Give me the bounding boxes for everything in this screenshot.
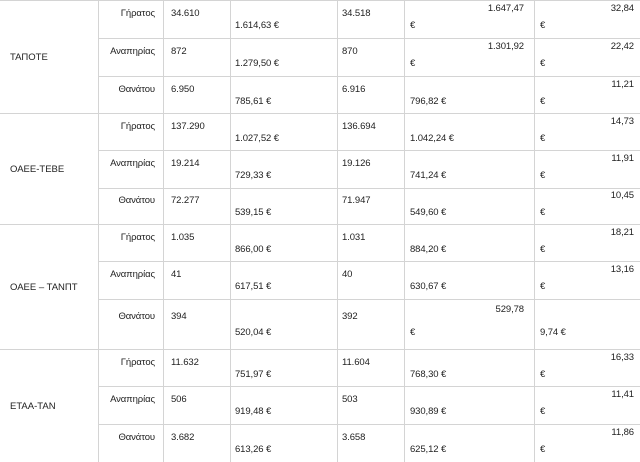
row-divider bbox=[98, 386, 640, 387]
cell-value: 741,24 € bbox=[410, 170, 447, 181]
group-name: ΕΤΑΑ-ΤΑΝ bbox=[10, 400, 56, 412]
cell-value: 796,82 € bbox=[410, 96, 447, 107]
cell-value: 6.916 bbox=[342, 84, 366, 95]
cell-value: € bbox=[410, 58, 416, 69]
cell-value: 19.126 bbox=[342, 158, 371, 169]
row-type-label: Αναπηρίας bbox=[110, 394, 155, 405]
cell-value: 866,00 € bbox=[235, 244, 272, 255]
cell-value: 1.614,63 € bbox=[235, 20, 279, 31]
cell-value: 19.214 bbox=[171, 158, 200, 169]
cell-value: 34.518 bbox=[342, 8, 371, 19]
row-type-label: Αναπηρίας bbox=[110, 158, 155, 169]
row-type-label: Θανάτου bbox=[118, 84, 155, 95]
cell-value: 1.647,47 bbox=[487, 3, 524, 14]
cell-value: 41 bbox=[171, 269, 182, 280]
cell-value: 529,78 bbox=[495, 304, 524, 315]
row-type-label: Αναπηρίας bbox=[110, 46, 155, 57]
cell-value: 9,74 € bbox=[540, 327, 566, 338]
cell-value: 18,21 bbox=[610, 227, 634, 238]
cell-value: € bbox=[410, 20, 416, 31]
cell-value: € bbox=[540, 281, 546, 292]
column-divider bbox=[337, 0, 338, 462]
cell-value: € bbox=[540, 444, 546, 455]
cell-value: € bbox=[540, 96, 546, 107]
group-name: ΤΑΠΟΤΕ bbox=[10, 51, 48, 63]
row-type-label: Θανάτου bbox=[118, 432, 155, 443]
row-type-label: Γήρατος bbox=[120, 232, 155, 243]
cell-value: 884,20 € bbox=[410, 244, 447, 255]
row-divider bbox=[98, 150, 640, 151]
row-type-label: Γήρατος bbox=[120, 121, 155, 132]
row-type-label: Θανάτου bbox=[118, 311, 155, 322]
group-divider bbox=[0, 113, 640, 114]
cell-value: 539,15 € bbox=[235, 207, 272, 218]
cell-value: 1.031 bbox=[342, 232, 366, 243]
cell-value: 613,26 € bbox=[235, 444, 272, 455]
cell-value: 394 bbox=[171, 311, 187, 322]
cell-value: 22,42 bbox=[610, 41, 634, 52]
cell-value: 11.604 bbox=[342, 357, 370, 368]
cell-value: € bbox=[540, 406, 546, 417]
cell-value: 617,51 € bbox=[235, 281, 272, 292]
cell-value: 11.632 bbox=[171, 357, 199, 368]
cell-value: 40 bbox=[342, 269, 353, 280]
cell-value: 870 bbox=[342, 46, 358, 57]
row-divider bbox=[98, 76, 640, 77]
row-type-label: Αναπηρίας bbox=[110, 269, 155, 280]
cell-value: 3.658 bbox=[342, 432, 366, 443]
cell-value: 751,97 € bbox=[235, 369, 272, 380]
row-type-label: Γήρατος bbox=[120, 8, 155, 19]
cell-value: 16,33 bbox=[610, 352, 634, 363]
cell-value: 768,30 € bbox=[410, 369, 447, 380]
cell-value: 6.950 bbox=[171, 84, 195, 95]
row-divider bbox=[98, 424, 640, 425]
cell-value: 872 bbox=[171, 46, 187, 57]
row-divider bbox=[98, 188, 640, 189]
group-divider bbox=[0, 224, 640, 225]
cell-value: 14,73 bbox=[610, 116, 634, 127]
cell-value: 729,33 € bbox=[235, 170, 272, 181]
cell-value: € bbox=[540, 20, 546, 31]
cell-value: 506 bbox=[171, 394, 187, 405]
cell-value: 520,04 € bbox=[235, 327, 272, 338]
cell-value: € bbox=[540, 170, 546, 181]
cell-value: € bbox=[540, 244, 546, 255]
cell-value: 625,12 € bbox=[410, 444, 447, 455]
row-divider bbox=[98, 38, 640, 39]
cell-value: 71.947 bbox=[342, 195, 371, 206]
cell-value: 10,45 bbox=[610, 190, 634, 201]
group-name: ΟΑΕΕ – ΤΑΝΠΤ bbox=[10, 281, 78, 293]
cell-value: 11,41 bbox=[611, 389, 634, 400]
column-divider bbox=[163, 0, 164, 462]
cell-value: 11,21 bbox=[611, 79, 634, 90]
cell-value: 11,91 bbox=[611, 153, 634, 164]
cell-value: 919,48 € bbox=[235, 406, 272, 417]
cell-value: € bbox=[540, 133, 546, 144]
cell-value: 32,84 bbox=[610, 3, 634, 14]
cell-value: € bbox=[540, 207, 546, 218]
row-type-label: Γήρατος bbox=[120, 357, 155, 368]
cell-value: 137.290 bbox=[171, 121, 205, 132]
group-divider bbox=[0, 349, 640, 350]
cell-value: 136.694 bbox=[342, 121, 376, 132]
row-divider bbox=[98, 261, 640, 262]
group-name: ΟΑΕΕ-ΤΕΒΕ bbox=[10, 163, 65, 175]
cell-value: 392 bbox=[342, 311, 358, 322]
cell-value: 930,89 € bbox=[410, 406, 447, 417]
cell-value: 630,67 € bbox=[410, 281, 447, 292]
cell-value: 1.035 bbox=[171, 232, 195, 243]
row-type-label: Θανάτου bbox=[118, 195, 155, 206]
cell-value: 1.279,50 € bbox=[235, 58, 279, 69]
column-divider bbox=[404, 0, 405, 462]
cell-value: 785,61 € bbox=[235, 96, 272, 107]
cell-value: 1.042,24 € bbox=[410, 133, 454, 144]
cell-value: € bbox=[540, 58, 546, 69]
column-divider bbox=[230, 0, 231, 462]
cell-value: € bbox=[410, 327, 416, 338]
column-divider bbox=[98, 0, 99, 462]
cell-value: 1.027,52 € bbox=[235, 133, 279, 144]
cell-value: 13,16 bbox=[610, 264, 634, 275]
cell-value: 1.301,92 bbox=[487, 41, 524, 52]
cell-value: € bbox=[540, 369, 546, 380]
row-divider bbox=[98, 299, 640, 300]
cell-value: 34.610 bbox=[171, 8, 200, 19]
cell-value: 72.277 bbox=[171, 195, 200, 206]
cell-value: 11,86 bbox=[611, 427, 634, 438]
cell-value: 549,60 € bbox=[410, 207, 447, 218]
cell-value: 3.682 bbox=[171, 432, 195, 443]
group-divider bbox=[0, 0, 640, 1]
cell-value: 503 bbox=[342, 394, 358, 405]
